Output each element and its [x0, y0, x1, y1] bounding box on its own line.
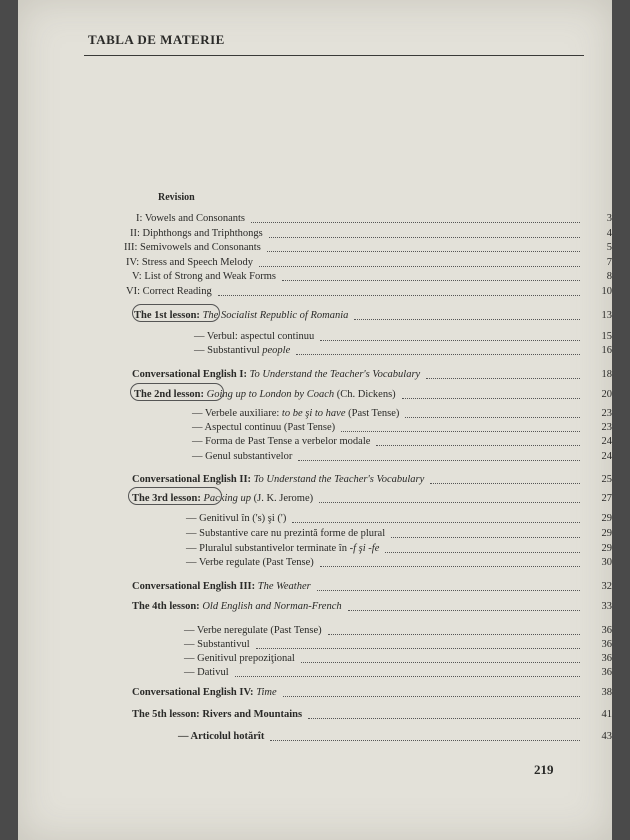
toc-page-number: 23 — [601, 408, 612, 419]
toc-page-number: 36 — [601, 653, 612, 664]
toc-leader — [341, 431, 580, 432]
toc-entry — [18, 227, 612, 240]
toc-leader — [402, 398, 580, 399]
toc-page-number: 41 — [601, 709, 612, 720]
toc-entry-label: II: Diphthongs and Triphthongs — [130, 228, 263, 239]
toc-entry — [18, 212, 612, 225]
toc-entry-label — [132, 369, 420, 381]
toc-entry-label: IV: Stress and Speech Melody — [126, 257, 253, 268]
toc-entry-label: V: List of Strong and Weak Forms — [132, 271, 277, 282]
toc-page-number: 25 — [601, 474, 612, 485]
lesson-prefix: The 3rd lesson: — [132, 493, 201, 504]
toc-page-number: 33 — [601, 601, 612, 612]
toc-leader — [282, 280, 580, 281]
toc-entry — [18, 256, 612, 269]
toc-entry-label: III: Semivowels and Consonants — [124, 242, 261, 253]
toc-entry-label: — Genitivul în ('s) şi (') — [186, 513, 287, 524]
toc-conversational-entry — [18, 686, 612, 699]
conv-prefix: Conversational English I: — [132, 369, 247, 380]
lesson-prefix: The 2nd lesson: — [134, 389, 205, 400]
toc-page-number: 4 — [606, 228, 612, 239]
lesson-title: Old English and Norman-French — [202, 601, 342, 612]
conv-prefix: Conversational English III: — [132, 581, 256, 592]
conv-title: Time — [256, 687, 277, 698]
toc-page-number: 7 — [606, 257, 612, 268]
toc-leader — [269, 237, 580, 238]
toc-leader — [292, 522, 580, 523]
toc-page-number: 10 — [601, 286, 612, 297]
toc-page-number: 32 — [601, 581, 612, 592]
toc-sub-entry — [18, 344, 612, 357]
lesson-author: (Ch. Dickens) — [336, 389, 396, 400]
toc-entry-label: — Forma de Past Tense a verbelor modale — [192, 436, 371, 447]
lesson-prefix: The 1st lesson: — [134, 310, 200, 321]
sub-label-italic: to be şi to have — [281, 408, 346, 419]
toc-entry-label: — Dativul — [184, 667, 229, 678]
toc-lesson-entry — [18, 492, 612, 505]
toc-leader — [298, 460, 580, 461]
book-page — [18, 0, 612, 840]
lesson-author: (J. K. Jerome) — [253, 493, 314, 504]
toc-entry-label — [132, 709, 302, 721]
toc-entry-label: I: Vowels and Consonants — [136, 213, 245, 224]
sub-label: — Pluralul substantivelor terminate în — [186, 543, 347, 554]
toc-entry-label — [132, 493, 313, 505]
toc-sub-entry — [18, 330, 612, 343]
sub-label-italic: -f şi -fe — [349, 543, 380, 554]
toc-page-number: 16 — [601, 345, 612, 356]
toc-page-number: 3 — [606, 213, 612, 224]
toc-entry-label: — Aspectul continuu (Past Tense) — [192, 422, 336, 433]
toc-leader — [256, 648, 580, 649]
toc-leader — [320, 566, 580, 567]
toc-page-number: 20 — [601, 389, 612, 400]
sub-label-end: (Past Tense) — [348, 408, 400, 419]
toc-page-number: 30 — [601, 557, 612, 568]
toc-sub-entry — [18, 512, 612, 525]
toc-sub-entry — [18, 450, 612, 463]
toc-sub-entry — [18, 556, 612, 569]
toc-sub-entry — [18, 542, 612, 555]
toc-conversational-entry — [18, 368, 612, 381]
toc-lesson-entry — [18, 600, 612, 613]
toc-page-number: 5 — [606, 242, 612, 253]
toc-page-number: 13 — [601, 310, 612, 321]
page-number: 219 — [534, 762, 554, 777]
toc-entry-label — [132, 474, 424, 486]
toc-leader — [317, 590, 580, 591]
conv-prefix: Conversational English IV: — [132, 687, 254, 698]
toc-entry-label — [192, 408, 399, 420]
toc-entry-label — [132, 687, 277, 699]
toc-page-number: 29 — [601, 528, 612, 539]
toc-entry-label — [186, 543, 379, 555]
toc-leader — [235, 676, 580, 677]
toc-entry-label: — Genitivul prepoziţional — [184, 653, 295, 664]
toc-page-number: 43 — [601, 731, 612, 742]
toc-leader — [385, 552, 580, 553]
toc-leader — [308, 718, 580, 719]
toc-page-number: 18 — [601, 369, 612, 380]
toc-leader — [319, 502, 580, 503]
toc-entry-label: — Verbul: aspectul continuu — [194, 331, 315, 342]
toc-leader — [354, 319, 580, 320]
toc-entry — [18, 241, 612, 254]
toc-leader — [405, 417, 580, 418]
toc-page-number: 38 — [601, 687, 612, 698]
conv-title: The Weather — [257, 581, 311, 592]
toc-sub-entry — [18, 638, 612, 651]
toc-leader — [301, 662, 580, 663]
conv-title: To Understand the Teacher's Vocabulary — [253, 474, 425, 485]
toc-sub-entry — [18, 407, 612, 420]
toc-page-number: 8 — [606, 271, 612, 282]
toc-page-number: 15 — [601, 331, 612, 342]
toc-entry-label: — Substantive care nu prezintă forme de plural — [186, 528, 386, 539]
toc-entry-label: — Substantivul — [184, 639, 250, 650]
toc-entry-label — [134, 389, 396, 401]
toc-entry-label — [194, 345, 290, 357]
toc-entry-label: — Verbe neregulate (Past Tense) — [184, 625, 322, 636]
toc-page-number: 36 — [601, 625, 612, 636]
toc-page-number: 23 — [601, 422, 612, 433]
lesson-title: The Socialist Republic of Romania — [202, 310, 349, 321]
toc-sub-entry — [18, 652, 612, 665]
toc-page-number: 29 — [601, 543, 612, 554]
toc-entry-label: — Articolul hotărît — [178, 731, 265, 742]
toc-sub-entry — [18, 527, 612, 540]
toc-leader — [283, 696, 580, 697]
toc-sub-entry — [18, 421, 612, 434]
toc-leader — [430, 483, 580, 484]
lesson-prefix: The 4th lesson: — [132, 601, 200, 612]
lesson-title: Rivers and Mountains — [202, 709, 303, 720]
header-rule — [84, 55, 584, 56]
section-label-revision: Revision — [158, 192, 195, 203]
toc-leader — [267, 251, 580, 252]
toc-leader — [251, 222, 580, 223]
toc-entry — [18, 285, 612, 298]
toc-page-number: 27 — [601, 493, 612, 504]
conv-prefix: Conversational English II: — [132, 474, 252, 485]
toc-page-number: 36 — [601, 667, 612, 678]
sub-label-italic: people — [262, 345, 291, 356]
toc-leader — [270, 740, 580, 741]
toc-conversational-entry — [18, 473, 612, 486]
conv-title: To Understand the Teacher's Vocabulary — [249, 369, 421, 380]
toc-sub-entry — [18, 435, 612, 448]
toc-entry-label — [132, 581, 311, 593]
page-header-title: TABLA DE MATERIE — [88, 32, 225, 47]
toc-leader — [348, 610, 580, 611]
lesson-title: Going up to London by Coach — [206, 389, 335, 400]
toc-leader — [259, 266, 580, 267]
toc-leader — [320, 340, 580, 341]
toc-entry-label: — Verbe regulate (Past Tense) — [186, 557, 314, 568]
toc-sub-entry — [18, 624, 612, 637]
toc-entry-label — [134, 310, 348, 322]
toc-leader — [296, 354, 580, 355]
toc-leader — [391, 537, 580, 538]
toc-lesson-entry — [18, 309, 612, 322]
toc-page-number: 29 — [601, 513, 612, 524]
toc-entry-label: VI: Correct Reading — [126, 286, 212, 297]
toc-entry — [18, 270, 612, 283]
sub-label: — Substantivul — [194, 345, 260, 356]
lesson-title: Packing up — [203, 493, 251, 504]
toc-leader — [328, 634, 580, 635]
toc-sub-entry — [18, 666, 612, 679]
toc-leader — [426, 378, 580, 379]
toc-leader — [218, 295, 580, 296]
toc-entry-label: — Genul substantivelor — [192, 451, 293, 462]
toc-lesson-entry — [18, 708, 612, 721]
toc-sub-entry — [18, 730, 612, 743]
toc-lesson-entry — [18, 388, 612, 401]
toc-entry-label — [132, 601, 342, 613]
toc-conversational-entry — [18, 580, 612, 593]
toc-page-number: 24 — [601, 436, 612, 447]
toc-page-number: 24 — [601, 451, 612, 462]
toc-leader — [376, 445, 580, 446]
lesson-prefix: The 5th lesson: — [132, 709, 200, 720]
toc-page-number: 36 — [601, 639, 612, 650]
sub-label: — Verbele auxiliare: — [192, 408, 280, 419]
